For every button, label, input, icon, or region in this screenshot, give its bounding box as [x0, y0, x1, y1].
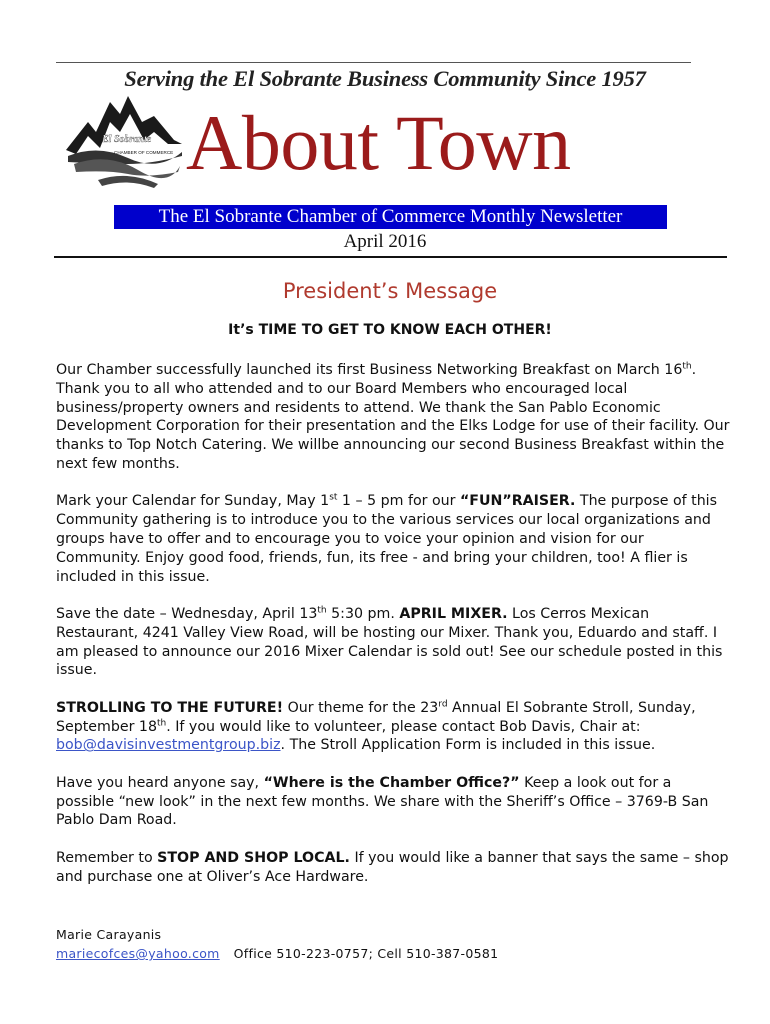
tagline: Serving the El Sobrante Business Community Since 1957 [124, 66, 646, 91]
paragraph-chamber-office: Have you heard anyone say, “Where is the Chamber Office?” Keep a look out for a possible “new look” in the next few months. We share with the Sheriff’s Office – 3769-B San Pablo Dam Road. [56, 774, 709, 829]
chamber-logo [58, 92, 188, 192]
logo-line1: El Sobrante [102, 134, 152, 145]
header-rule [54, 256, 727, 258]
section-title: President’s Message [282, 279, 498, 303]
masthead-title: About Town [186, 99, 571, 186]
newsletter-subtitle: The El Sobrante Chamber of Commerce Monthly Newsletter [114, 205, 667, 229]
phone-numbers: Office 510-223-0757; Cell 510-387-0581 [233, 946, 499, 961]
top-rule [56, 62, 691, 63]
article-headline: It’s TIME TO GET TO KNOW EACH OTHER! [228, 322, 552, 338]
paragraph-funraiser: Mark your Calendar for Sunday, May 1st 1 – 5 pm for our “FUN”RAISER. The purpose of this Community gathering is to introduce you to the various services our local organizations and groups have to offer and to encourage you to voice your opinion and vision for our Community. Enjoy good food, friends, fun, its free - and bring your children, too! A flier is included in this issue. [56, 492, 718, 585]
signature-name: Marie Carayanis [56, 927, 162, 942]
bob-davis-email-link[interactable]: bob@davisinvestmentgroup.biz [56, 737, 281, 754]
logo-line2: CHAMBER OF COMMERCE [114, 150, 174, 155]
issue-date: April 2016 [343, 231, 427, 252]
paragraph-shop-local: Remember to STOP AND SHOP LOCAL. If you would like a banner that says the same – shop and purchase one at Oliver’s Ace Hardware. [56, 849, 729, 885]
president-email-link[interactable]: mariecofces@yahoo.com [56, 946, 220, 961]
paragraph-stroll: STROLLING TO THE FUTURE! Our theme for the 23rd Annual El Sobrante Stroll, Sunday, September 18th. If you would like to volunteer, please contact Bob Davis, Chair at: bob@davisinvestmentgroup.biz. The Stroll Application Form is included in this issue. [56, 699, 696, 754]
signature-contact-line [56, 944, 498, 963]
signature-block [56, 925, 498, 963]
paragraph-breakfast: Our Chamber successfully launched its first Business Networking Breakfast on March 16th. Thank you to all who attended and to our Board Members who encouraged local business/property owners and residents to attend. We thank the San Pablo Economic Development Corporation for their presentation and the Elks Lodge for use of their facility. Our thanks to Top Notch Catering. We willbe announcing our second Business Breakfast within the next few months. [56, 361, 730, 472]
mountain-logo-icon [58, 92, 188, 192]
article-body [56, 361, 732, 905]
paragraph-mixer: Save the date – Wednesday, April 13th 5:30 pm. APRIL MIXER. Los Cerros Mexican Restaurant, 4241 Valley View Road, will be hosting our Mixer. Thank you, Eduardo and staff. I am pleased to announce our 2016 Mixer Calendar is sold out! See our schedule posted in this issue. [56, 605, 723, 679]
